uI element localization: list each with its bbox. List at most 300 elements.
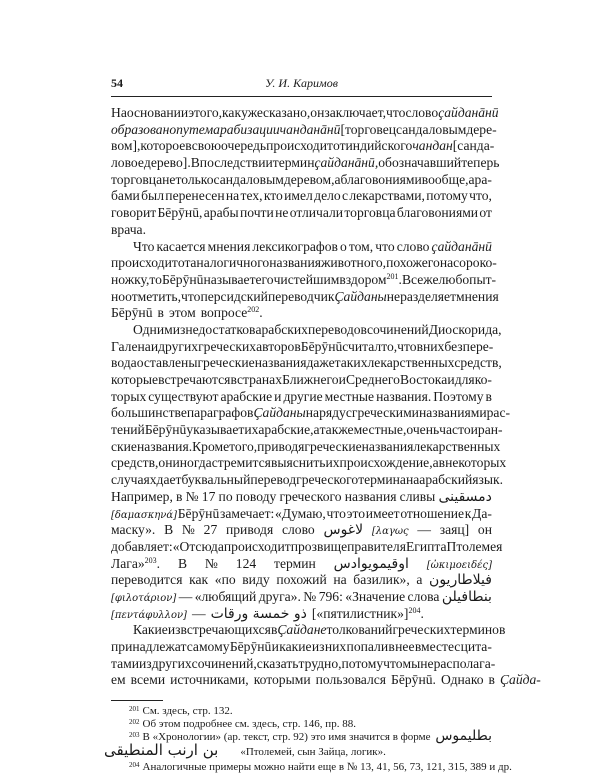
word: некоторых (445, 455, 507, 471)
footnote-204 (111, 760, 512, 773)
word: дере- (466, 121, 497, 137)
word: что (397, 338, 417, 354)
footnote-reference[interactable]: 204 (408, 605, 421, 615)
text-line (111, 522, 492, 539)
word: средств, (454, 355, 502, 371)
word: — (191, 605, 206, 621)
word: в (157, 305, 164, 321)
word: лекарствами, (349, 188, 425, 204)
word: вом], (111, 138, 141, 154)
word: греческие (304, 438, 362, 454)
word: стремится (211, 455, 271, 471)
word: с (345, 405, 352, 421)
text-line (111, 155, 500, 172)
text-line (111, 172, 492, 189)
word: пере- (462, 338, 494, 354)
text-line (111, 438, 501, 456)
word: и (338, 372, 346, 387)
word: виду (242, 572, 270, 588)
word: перевод (250, 472, 297, 488)
word: отметить, (125, 288, 182, 304)
page-number: 54 (111, 76, 123, 90)
word: их (325, 455, 340, 471)
word: № (303, 588, 317, 604)
header-rule (111, 96, 492, 97)
text-line (111, 305, 492, 322)
word: с (342, 188, 349, 204)
word: Лага»$^{203}$. (111, 555, 161, 571)
word: на (405, 472, 420, 488)
word: 17 (201, 488, 216, 504)
word: очень (406, 422, 440, 438)
word: дерево]. (143, 155, 191, 171)
word: Бēрӯнū (144, 422, 187, 438)
word: оставлены (136, 355, 198, 371)
word: не (162, 171, 176, 187)
word: наряду (305, 405, 346, 421)
word: буквальный (181, 472, 251, 488)
word: сказать (256, 655, 299, 671)
word: мы (402, 655, 421, 671)
text-line (111, 556, 492, 573)
word: ем (111, 672, 126, 688)
arabic-term: بطليموس (435, 728, 492, 745)
word: параграфов (186, 405, 254, 421)
footnote-reference[interactable]: 201 (386, 271, 399, 281)
word: Все (401, 271, 424, 287)
word: чистейшим (273, 271, 340, 287)
word: поводу (235, 488, 277, 504)
text-line (111, 321, 502, 339)
word: терминов (450, 622, 506, 638)
italic-term: путем (176, 121, 214, 137)
word: торговца (344, 205, 396, 221)
word: ножку, (111, 271, 150, 287)
word: «Думаю, (275, 505, 326, 521)
word: арабы (203, 205, 239, 221)
word: ара- (468, 171, 492, 187)
word: касается (156, 238, 206, 254)
word: деревом, (283, 171, 335, 187)
arabic-term: ذو خمسة ورقات (210, 605, 307, 622)
word: похожего (386, 255, 440, 271)
paragraph (111, 238, 499, 322)
word: индийского (345, 138, 413, 154)
footnote-number: 204 (129, 760, 140, 769)
word: язык. (472, 472, 504, 488)
word: местные (324, 388, 375, 404)
word: встречаются (158, 372, 231, 387)
paragraph (111, 321, 511, 622)
word: слово (396, 238, 430, 254)
word: на (225, 188, 240, 204)
footnote-201 (111, 705, 492, 718)
word: Востока (400, 372, 448, 387)
word: сандаловым (396, 121, 467, 137)
italic-term: ҫайданāнū (438, 105, 499, 120)
word: происхождение, (339, 455, 433, 471)
word: В (177, 555, 188, 571)
word: без (444, 338, 463, 354)
footnote-number: 201 (129, 705, 140, 714)
word: в (270, 622, 278, 638)
word: этом (168, 305, 196, 321)
word: торых (111, 388, 147, 404)
text-line (111, 589, 492, 606)
italic-term: образовано (111, 121, 177, 137)
text-line (111, 138, 495, 155)
word: [торговец (340, 121, 397, 137)
word: приводя (225, 522, 274, 538)
word: попали (346, 639, 389, 654)
word: переводов (307, 321, 367, 337)
word: всеми (130, 672, 166, 688)
word: а (334, 171, 341, 187)
text-line (111, 355, 502, 372)
word: Бēрӯнū (229, 639, 272, 654)
word: нее (395, 639, 415, 654)
word: животного, (321, 255, 387, 271)
word: других (158, 338, 199, 354)
word: торговца (111, 171, 163, 187)
word: греческих (198, 338, 257, 354)
word: рас- (486, 405, 511, 421)
word: персидский (200, 288, 268, 304)
arabic-term: لاغوس (323, 522, 364, 539)
arabic-term: بن ارنب المنطيقى (104, 740, 219, 759)
word: от (479, 205, 492, 221)
word: часто (439, 422, 471, 438)
arabic-term: دمسقينى (438, 488, 492, 505)
italic-term: ҫайданāнū, (314, 155, 379, 171)
word: мнения (207, 238, 251, 254)
word: Бēрӯнū (177, 505, 220, 521)
word: греческих (392, 622, 451, 638)
footnote-reference[interactable]: 203 (144, 555, 157, 565)
footnote-rule (111, 700, 163, 701)
word: большинстве (111, 405, 187, 421)
word: слово (281, 522, 315, 538)
word: сочинений (366, 321, 429, 337)
word: сандаловым (213, 171, 284, 187)
word: по (218, 488, 233, 504)
word: лекарственных (413, 438, 501, 454)
word: то, (381, 338, 398, 354)
word: в (485, 388, 492, 404)
word: мнения (456, 288, 499, 304)
word: авторов (256, 338, 301, 354)
word: он (310, 105, 325, 120)
word: любопыт- (438, 271, 497, 287)
word: а (432, 455, 439, 471)
word: названия (269, 255, 321, 271)
arabic-term: اوقيمويوادس (333, 555, 409, 572)
word: что (386, 105, 406, 120)
word: на (333, 572, 347, 588)
word: Поэтому (433, 388, 484, 404)
word: о (340, 238, 347, 254)
word: с (454, 639, 461, 654)
word: прозвище (290, 538, 348, 554)
word: существуют (148, 388, 219, 404)
word: и (271, 639, 279, 654)
word: странах (236, 372, 283, 387)
footnote-203-continuation (104, 740, 492, 761)
text-line (111, 455, 507, 472)
word: бами (111, 188, 140, 204)
word: термин (274, 555, 316, 571)
word: «Отсюда (172, 538, 224, 554)
word: таких (334, 355, 368, 371)
word: в (185, 138, 192, 154)
word: 796: (318, 588, 343, 604)
word: иногда (172, 455, 212, 471)
greek-term: [ὠκιμοειδές] (426, 559, 492, 571)
text-line (111, 655, 496, 673)
word: Птолемея (446, 538, 503, 554)
word: источниками, (170, 672, 249, 688)
word: ловое (111, 155, 144, 171)
text-line (111, 672, 541, 689)
word: не (275, 205, 289, 221)
word: Впоследствии (190, 155, 273, 171)
word: Например, (111, 488, 173, 504)
text-line (111, 188, 492, 205)
word: Кроме (192, 438, 230, 454)
word: греческие (197, 355, 255, 371)
word: других (151, 655, 192, 671)
word: сочинений, (191, 655, 257, 671)
word: приводя (257, 438, 305, 454)
italic-term: Ҫайданы (253, 405, 306, 421)
text-line (111, 105, 499, 122)
word: лексикографов (252, 238, 338, 254)
word: но (111, 288, 126, 304)
word: На (111, 105, 127, 120)
word: тений (111, 422, 145, 438)
word: иран- (470, 422, 503, 438)
word: кто (263, 188, 283, 204)
word: цита- (460, 639, 492, 654)
text-line (111, 538, 503, 556)
text-line (111, 506, 492, 523)
footnote-reference[interactable]: 202 (247, 305, 260, 315)
word: заяц] (439, 522, 470, 538)
word: названия. (376, 388, 432, 404)
italic-term: чанданāнū (279, 121, 341, 137)
word: потому (341, 655, 384, 671)
word: вообще, (421, 171, 469, 187)
word: в (488, 672, 495, 688)
running-head (111, 76, 492, 94)
word: них (324, 639, 347, 654)
word: арабский (419, 472, 473, 488)
word: переводчик (267, 288, 335, 304)
text-line (111, 288, 499, 306)
word: называет (203, 271, 256, 287)
text-line (111, 255, 497, 272)
word: 27 (203, 522, 218, 538)
word: Какие (133, 622, 168, 638)
word: базилик», (353, 572, 410, 588)
word: он (158, 455, 173, 471)
word: происходит (223, 538, 291, 554)
word: и (447, 372, 455, 387)
word: трудно, (298, 655, 342, 671)
text-line (111, 422, 503, 439)
word: «любящий (194, 588, 257, 604)
text-line (111, 572, 492, 589)
word: происходит (111, 255, 178, 271)
word: даже (306, 355, 335, 371)
word: похожий (276, 572, 327, 588)
word: 124 (235, 555, 257, 571)
word: и (150, 338, 159, 354)
text-line (111, 121, 497, 139)
word: считал (342, 338, 382, 354)
greek-term: [φιλοτάριον] (111, 592, 177, 604)
footnote-text: См. здесь, стр. 132. (142, 705, 233, 718)
text-line (111, 639, 492, 656)
text-line (111, 489, 492, 506)
word: арабских (255, 321, 308, 337)
word: к (464, 505, 472, 521)
word: дело (314, 188, 341, 204)
word: располага- (433, 655, 496, 671)
word: арабские, (258, 422, 314, 438)
word: как (189, 572, 209, 588)
word: Ближнего (282, 372, 339, 387)
italic-term: ҫайданāнū (431, 238, 492, 254)
word: Среднего (345, 372, 400, 387)
word: отличали (289, 205, 344, 221)
word: вздором$^{201}$. (339, 271, 402, 287)
word: ко- (474, 372, 492, 387)
paragraph (111, 622, 541, 689)
word: благовониями (340, 171, 422, 187)
word: Одним (133, 321, 173, 337)
word: не (386, 288, 401, 304)
word: и (274, 388, 282, 404)
word: слова (407, 588, 440, 604)
word: В (164, 522, 174, 538)
word: самому (186, 639, 230, 654)
arabic-term: بنطافيلن (441, 588, 492, 605)
word: сороко- (453, 255, 497, 271)
text-line (111, 339, 492, 356)
word: случаях (111, 472, 157, 488)
word: в (416, 338, 423, 354)
footnote-text: Об этом подробнее см. здесь, стр. 146, пр. 88. (142, 717, 356, 730)
word: заключает, (324, 105, 387, 120)
text-line (111, 205, 492, 222)
word: которое (140, 138, 186, 154)
word: [санда- (452, 138, 495, 154)
word: какие (279, 639, 312, 654)
word: от (177, 255, 191, 271)
word: маску». (111, 522, 156, 538)
word: толкований (326, 622, 393, 638)
word: переводится (111, 572, 183, 588)
word: сливы (399, 488, 436, 504)
word: происходит (266, 138, 333, 154)
word: почти (239, 205, 274, 221)
word: [«пятилистник»]$^{204}$. (311, 605, 424, 621)
word: Бēрӯнū. (391, 672, 436, 688)
word: Однако (440, 672, 484, 688)
text-line (111, 222, 492, 239)
word: «по (214, 572, 236, 588)
word: как (222, 105, 242, 120)
word: из (172, 321, 186, 337)
word: том, (348, 238, 374, 254)
word: другие (283, 388, 323, 404)
word: в (176, 488, 183, 504)
word: греческого (279, 488, 342, 504)
word: также (319, 422, 354, 438)
footnote-number: 203 (129, 731, 140, 740)
word: перенесен (165, 188, 225, 204)
word: из (167, 622, 181, 638)
book-page (104, 76, 541, 773)
word: говорит (111, 205, 157, 221)
word: средств, (111, 455, 159, 471)
word: основании (126, 105, 189, 120)
word: Диоскорида, (428, 321, 502, 337)
word: разделяет (400, 288, 457, 304)
word: что (326, 505, 346, 521)
word: уже (241, 105, 263, 120)
word: арабские (220, 388, 273, 404)
word: же (423, 271, 439, 287)
word: тех, (240, 188, 263, 204)
word: местные, (353, 422, 407, 438)
word: «Значение (345, 588, 406, 604)
word: Бēрӯнū (111, 305, 153, 321)
word: имеет (365, 505, 400, 521)
word: пользовался (315, 672, 387, 688)
text-line (111, 472, 504, 489)
word: очередь (221, 138, 267, 154)
word: недостатков (185, 321, 256, 337)
word: теперь (461, 155, 500, 171)
word: потому (426, 188, 468, 204)
greek-term: [δαμασκηνά] (111, 509, 178, 521)
word: а (416, 572, 423, 588)
word: это (346, 505, 366, 521)
word: лекарственных (367, 355, 455, 371)
running-title: У. И. Каримов (265, 76, 338, 90)
text-line (111, 606, 492, 623)
italic-term: Ҫайдане (277, 622, 327, 638)
word: был (141, 188, 164, 204)
text-line (111, 622, 506, 639)
word: того, (229, 438, 258, 454)
word: друга». (258, 588, 301, 604)
word: в (388, 639, 395, 654)
word: аналогичного (190, 255, 270, 271)
word: что, (469, 188, 492, 204)
word: Что (133, 238, 155, 254)
footnote-number: 202 (129, 717, 140, 726)
footnotes (104, 705, 512, 773)
word: них (423, 338, 445, 354)
word: а (313, 422, 320, 438)
word: что (375, 238, 395, 254)
word: — (178, 588, 193, 604)
word: Бēрӯнū (161, 271, 204, 287)
word: на (439, 255, 454, 271)
